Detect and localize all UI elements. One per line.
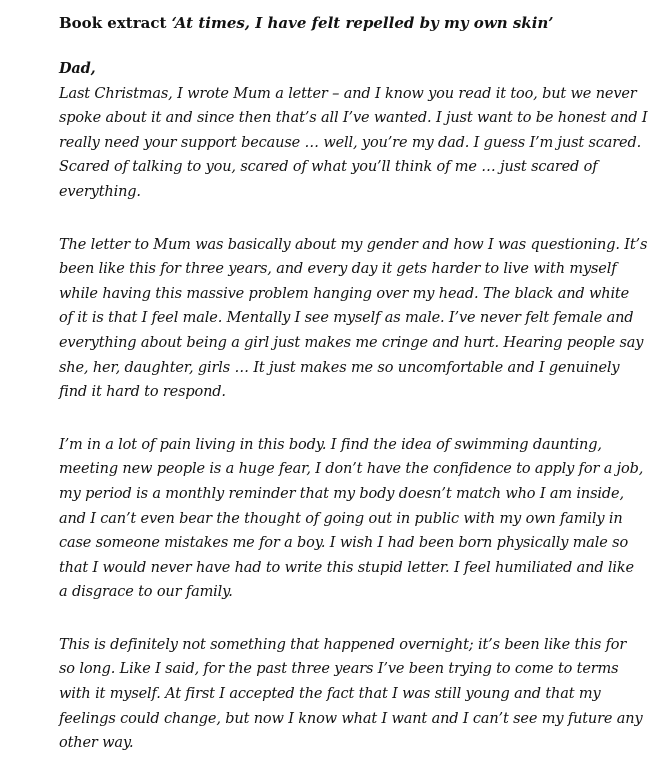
headline-label: Book extract [59, 14, 167, 32]
text-line: meeting new people is a huge fear, I don’t have the confidence to apply for a job, [59, 461, 644, 478]
text-line: while having this massive problem hanging over my head. The black and white [59, 285, 630, 302]
text-line: spoke about it and since then that’s all I’ve wanted. I just want to be honest and I [59, 110, 648, 127]
text-line: I’m in a lot of pain living in this body. I find the idea of swimming daunting, [59, 436, 602, 453]
text-line: a disgrace to our family. [59, 584, 233, 601]
letter-salutation: Dad, [59, 60, 96, 77]
letter-paragraph-2 [59, 233, 648, 405]
text-line: find it hard to respond. [59, 384, 226, 401]
text-line: case someone mistakes me for a boy. I wish I had been born physically male so [59, 535, 629, 552]
letter-body [59, 57, 648, 756]
text-line: The letter to Mum was basically about my gender and how I was questioning. It’s [59, 236, 648, 253]
headline [59, 11, 639, 35]
letter-paragraph-4 [59, 633, 643, 756]
letter-paragraph-3 [59, 433, 644, 605]
text-line: Last Christmas, I wrote Mum a letter – and I know you read it too, but we never [59, 85, 637, 102]
text-line: This is definitely not something that happened overnight; it’s been like this for [59, 636, 627, 653]
text-line: of it is that I feel male. Mentally I see myself as male. I’ve never felt female and [59, 310, 634, 327]
text-line: my period is a monthly reminder that my body doesn’t match who I am inside, [59, 485, 624, 502]
headline-title: ‘At times, I have felt repelled by my own skin’ [171, 14, 554, 32]
text-line: other way. [59, 735, 134, 752]
text-line: everything about being a girl just makes me cringe and hurt. Hearing people say [59, 334, 644, 351]
text-line: feelings could change, but now I know what I want and I can’t see my future any [59, 710, 643, 727]
text-line: Scared of talking to you, scared of what you’ll think of me … just scared of [59, 159, 598, 176]
text-line: and I can’t even bear the thought of going out in public with my own family in [59, 510, 623, 527]
article [59, 11, 648, 784]
text-line: really need your support because … well, you’re my dad. I guess I’m just scared. [59, 134, 642, 151]
text-line: that I would never have had to write this stupid letter. I feel humiliated and like [59, 559, 634, 576]
text-line: everything. [59, 183, 141, 200]
letter-paragraph-1 [59, 57, 648, 205]
text-line: been like this for three years, and every day it gets harder to live with myself [59, 261, 617, 278]
text-line: so long. Like I said, for the past three years I’ve been trying to come to terms [59, 661, 619, 678]
text-line: she, her, daughter, girls … It just makes me so uncomfortable and I genuinely [59, 359, 620, 376]
text-line: with it myself. At first I accepted the fact that I was still young and that my [59, 686, 601, 703]
